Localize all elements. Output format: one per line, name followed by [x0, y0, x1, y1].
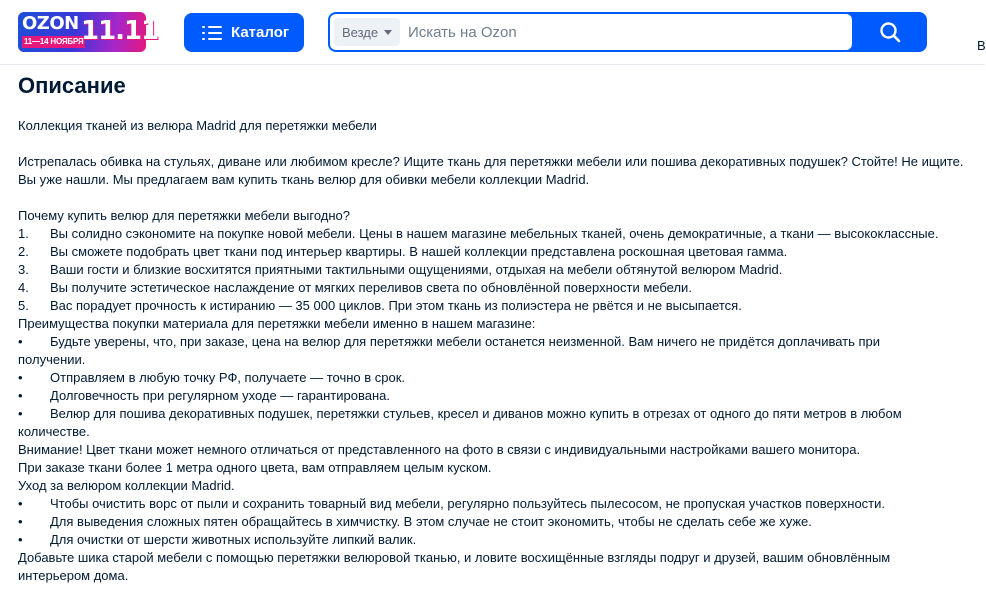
list-item: [18, 513, 978, 531]
closing-line: Добавьте шика старой мебели с помощью перетяжки велюровой тканью, и ловите восхищённые взгляды подруг и друзей, вашим обновлённым: [18, 550, 891, 565]
catalog-button-label: Каталог: [231, 24, 290, 41]
list-item-text: Велюр для пошива декоративных подушек, перетяжки стульев, кресел и диванов можно купить в отрезах от одного до пяти метров в любом: [50, 406, 902, 421]
list-item-text: Для выведения сложных пятен обращайтесь в химчистку. В этом случае не стоит экономить, чтобы не сделать себе же хуже.: [50, 514, 812, 529]
list-item: [18, 243, 978, 261]
list-item-text: Вы получите эстетическое наслаждение от мягких переливов света по обновлённой поверхности мебели.: [50, 280, 692, 295]
caret-down-icon: [384, 30, 392, 35]
list-marker: •: [18, 406, 23, 421]
list-item-text: Для очистки от шерсти животных используйте липкий валик.: [50, 532, 417, 547]
list-marker: 5.: [18, 298, 29, 313]
advantages-heading: Преимущества покупки материала для перетяжки мебели именно в нашем магазине:: [18, 316, 536, 331]
list-item-text: Будьте уверены, что, при заказе, цена на велюр для перетяжки мебели останется неизменной. Вам ничего не придётся доплачивать при: [50, 334, 881, 349]
description-section: [18, 72, 978, 585]
list-marker: 3.: [18, 262, 29, 277]
logo-sale-number: 11.11: [81, 16, 159, 46]
description-text: [18, 117, 978, 585]
list-item: [18, 387, 978, 405]
color-notice: Внимание! Цвет ткани может немного отличаться от представленного на фото в связи с индивидуальными настройками вашего монитора.: [18, 442, 861, 457]
list-marker: 1.: [18, 226, 29, 241]
search-button[interactable]: [852, 12, 927, 52]
search-bar: [328, 12, 927, 52]
list-item-continuation: количестве.: [18, 424, 90, 439]
list-marker: •: [18, 370, 23, 385]
description-intro: Коллекция тканей из велюра Madrid для перетяжки мебели: [18, 118, 377, 133]
section-title: Описание: [18, 73, 126, 98]
list-item-text: Вы солидно сэкономите на покупке новой мебели. Цены в нашем магазине мебельных тканей, очень демократичные, а ткани — высококлассные.: [50, 226, 939, 241]
description-paragraph: Истрепалась обивка на стульях, диване или любимом кресле? Ищите ткань для перетяжки мебели или пошива декоративных подушек? Стойте! Не ищите. Вы уже нашли. Мы предлагаем вам купить ткань велюр для обивки мебели коллекции Madrid.: [18, 154, 964, 187]
list-item: [18, 531, 978, 549]
list-item-text: Отправляем в любую точку РФ, получаете — точно в срок.: [50, 370, 406, 385]
list-marker: •: [18, 514, 23, 529]
order-note: При заказе ткани более 1 метра одного цвета, вам отправляем целым куском.: [18, 460, 492, 475]
search-field-container: [330, 14, 852, 50]
list-item: [18, 261, 978, 279]
list-item: [18, 333, 978, 369]
list-item-text: Ваши гости и близкие восхитятся приятными тактильными ощущениями, отдыхая на мебели обтянутой велюром Madrid.: [50, 262, 783, 277]
list-item-text: Долговечность при регулярном уходе — гарантирована.: [50, 388, 390, 403]
advantages-list: [18, 333, 978, 441]
menu-list-icon: [202, 25, 222, 41]
list-item: [18, 297, 978, 315]
logo-wordmark: OZON: [22, 13, 79, 34]
list-item-continuation: получении.: [18, 352, 86, 367]
care-heading: Уход за велюром коллекции Madrid.: [18, 478, 235, 493]
list-item-text: Вас порадует прочность к истиранию — 35 000 циклов. При этом ткань из полиэстера не рвётся и не высыпается.: [50, 298, 742, 313]
why-list: [18, 225, 978, 315]
list-marker: 2.: [18, 244, 29, 259]
list-marker: •: [18, 496, 23, 511]
care-list: [18, 495, 978, 549]
logo-sale-dates: 11—14 НОЯБРЯ: [24, 37, 84, 46]
search-scope-label: Везде: [342, 24, 379, 40]
catalog-button[interactable]: [184, 13, 304, 52]
list-marker: •: [18, 532, 23, 547]
list-marker: 4.: [18, 280, 29, 295]
list-item-text: Чтобы очистить ворс от пыли и сохранить товарный вид мебели, регулярно пользуйтесь пылесосом, не пропуская участков поверхности.: [50, 496, 886, 511]
list-item-text: Вы сможете подобрать цвет ткани под интерьер квартиры. В нашей коллекции представлена роскошная цветовая гамма.: [50, 244, 788, 259]
list-marker: •: [18, 334, 23, 349]
list-item: [18, 279, 978, 297]
header: [0, 0, 985, 65]
list-item: [18, 405, 978, 441]
list-marker: •: [18, 388, 23, 403]
search-input[interactable]: [408, 18, 838, 46]
closing-line-continuation: интерьером дома.: [18, 568, 129, 583]
ozon-logo[interactable]: [18, 12, 159, 52]
list-item: [18, 369, 978, 387]
search-icon: [879, 21, 901, 43]
list-item: [18, 225, 978, 243]
search-scope-select[interactable]: [334, 18, 400, 46]
list-item: [18, 495, 978, 513]
header-cut-off-label[interactable]: В: [977, 38, 986, 53]
why-heading: Почему купить велюр для перетяжки мебели выгодно?: [18, 208, 351, 223]
